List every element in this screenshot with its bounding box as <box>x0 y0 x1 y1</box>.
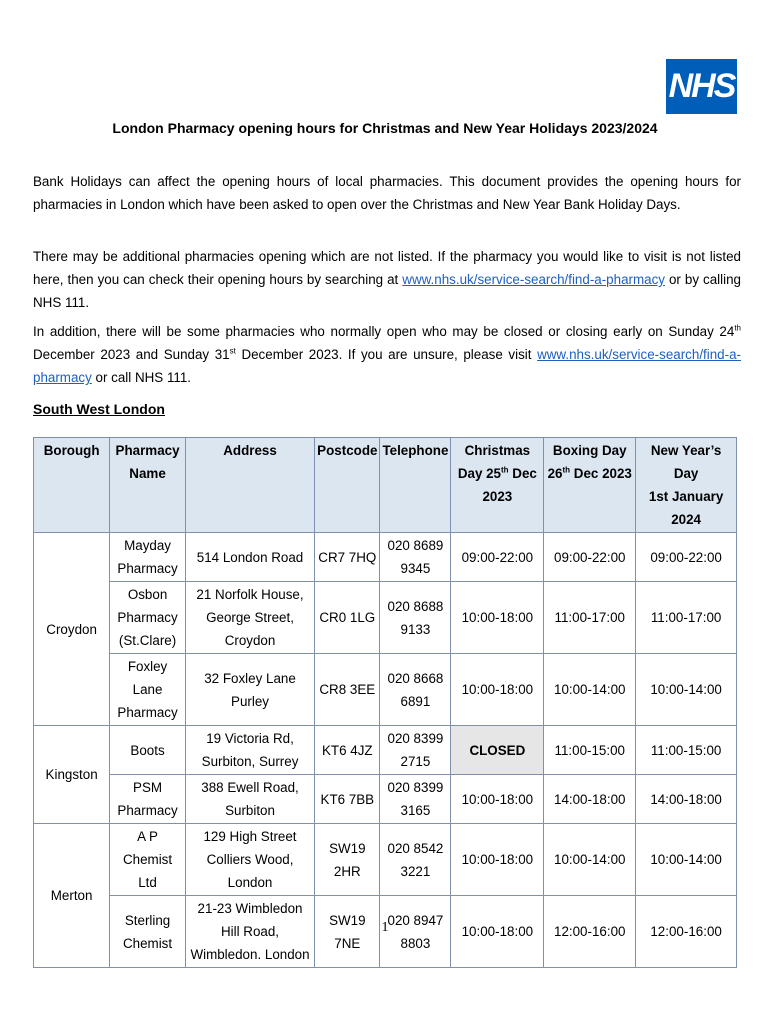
telephone-cell: 020 8689 9345 <box>380 533 451 582</box>
header-new-years-day <box>636 438 737 533</box>
newyear-hours-cell: 12:00-16:00 <box>636 896 737 968</box>
christmas-hours-cell: 10:00-18:00 <box>451 896 544 968</box>
christmas-hours-cell: 09:00-22:00 <box>451 533 544 582</box>
table-row <box>34 824 737 896</box>
borough-cell: Kingston <box>34 726 110 824</box>
header-boxing-text-2: Dec 2023 <box>570 466 632 481</box>
header-address: Address <box>185 438 314 533</box>
p3-text-c: December 2023. If you are unsure, please visit <box>235 347 538 362</box>
telephone-cell: 020 8668 6891 <box>380 654 451 726</box>
christmas-hours-cell-closed: CLOSED <box>451 726 544 775</box>
newyear-hours-cell: 09:00-22:00 <box>636 533 737 582</box>
intro-text: Bank Holidays can affect the opening hours of local pharmacies. This document provides the opening hours for pharmacies in London which have been asked to open over the Christmas and New Year Bank Holiday Days. <box>33 174 741 212</box>
p3-text-d: or call NHS 111. <box>91 370 192 385</box>
table-row <box>34 654 737 726</box>
p3-sup-th: th <box>734 323 741 333</box>
boxing-hours-cell: 10:00-14:00 <box>544 824 636 896</box>
pharmacy-table <box>33 437 737 968</box>
table-header-row <box>34 438 737 533</box>
christmas-hours-cell: 10:00-18:00 <box>451 775 544 824</box>
section-heading: South West London <box>33 401 165 417</box>
pharmacy-name-cell: Osbon Pharmacy (St.Clare) <box>110 582 186 654</box>
table-row <box>34 582 737 654</box>
header-christmas-text-2: Dec 2023 <box>482 466 537 504</box>
p2-text-after: or by calling NHS 111. <box>33 272 741 310</box>
pharmacy-name-cell: PSM Pharmacy <box>110 775 186 824</box>
p3-sup-st: st <box>229 346 236 356</box>
boxing-hours-cell: 10:00-14:00 <box>544 654 636 726</box>
postcode-cell: SW19 2HR <box>315 824 380 896</box>
address-cell: 388 Ewell Road, Surbiton <box>185 775 314 824</box>
pharmacy-name-cell: Sterling Chemist <box>110 896 186 968</box>
header-boxing-sup: th <box>562 465 571 475</box>
intro-paragraph <box>33 170 741 216</box>
telephone-cell: 020 8542 3221 <box>380 824 451 896</box>
telephone-cell: 020 8947 8803 <box>380 896 451 968</box>
header-boxing-text: Boxing Day 26 <box>547 443 627 481</box>
postcode-cell: CR0 1LG <box>315 582 380 654</box>
header-newyear-text-2: 1st January 2024 <box>648 489 724 527</box>
header-christmas-sup: th <box>501 465 509 475</box>
find-pharmacy-link[interactable]: www.nhs.uk/service-search/find-a-pharmacy <box>402 272 665 287</box>
telephone-cell: 020 8688 9133 <box>380 582 451 654</box>
address-cell: 129 High Street Colliers Wood, London <box>185 824 314 896</box>
address-cell: 32 Foxley Lane Purley <box>185 654 314 726</box>
christmas-hours-cell: 10:00-18:00 <box>451 654 544 726</box>
header-borough: Borough <box>34 438 110 533</box>
p3-text-b: December 2023 and Sunday 31 <box>33 347 230 362</box>
boxing-hours-cell: 11:00-15:00 <box>544 726 636 775</box>
nhs-logo <box>666 59 737 114</box>
additional-pharmacies-paragraph <box>33 245 741 314</box>
pharmacy-name-cell: Foxley Lane Pharmacy <box>110 654 186 726</box>
newyear-hours-cell: 14:00-18:00 <box>636 775 737 824</box>
borough-cell: Merton <box>34 824 110 968</box>
header-christmas-text: Christmas Day 25 <box>457 443 531 481</box>
newyear-hours-cell: 11:00-17:00 <box>636 582 737 654</box>
postcode-cell: CR8 3EE <box>315 654 380 726</box>
newyear-hours-cell: 10:00-14:00 <box>636 654 737 726</box>
pharmacy-name-cell: Boots <box>110 726 186 775</box>
telephone-cell: 020 8399 2715 <box>380 726 451 775</box>
table-row <box>34 726 737 775</box>
closures-paragraph <box>33 320 741 389</box>
address-cell: 19 Victoria Rd, Surbiton, Surrey <box>185 726 314 775</box>
postcode-cell: CR7 7HQ <box>315 533 380 582</box>
header-postcode: Postcode <box>315 438 380 533</box>
newyear-hours-cell: 11:00-15:00 <box>636 726 737 775</box>
header-newyear-text: New Year’s Day <box>650 443 722 481</box>
header-telephone: Telephone <box>380 438 451 533</box>
find-pharmacy-link-2[interactable]: www.nhs.uk/service-search/find-a-pharmacy <box>33 347 741 385</box>
header-boxing-day <box>544 438 636 533</box>
postcode-cell: KT6 4JZ <box>315 726 380 775</box>
table-row <box>34 775 737 824</box>
address-cell: 21-23 Wimbledon Hill Road, Wimbledon. London <box>185 896 314 968</box>
postcode-cell: SW19 7NE <box>315 896 380 968</box>
boxing-hours-cell: 12:00-16:00 <box>544 896 636 968</box>
christmas-hours-cell: 10:00-18:00 <box>451 824 544 896</box>
address-cell: 514 London Road <box>185 533 314 582</box>
christmas-hours-cell: 10:00-18:00 <box>451 582 544 654</box>
boxing-hours-cell: 14:00-18:00 <box>544 775 636 824</box>
table-row <box>34 533 737 582</box>
nhs-logo-text: NHS <box>668 67 735 105</box>
boxing-hours-cell: 11:00-17:00 <box>544 582 636 654</box>
p3-text-a: In addition, there will be some pharmacies who normally open who may be closed or closing early on Sunday 24 <box>33 324 735 339</box>
page-number: 1 <box>381 920 389 935</box>
pharmacy-name-cell: A P Chemist Ltd <box>110 824 186 896</box>
newyear-hours-cell: 10:00-14:00 <box>636 824 737 896</box>
borough-cell: Croydon <box>34 533 110 726</box>
postcode-cell: KT6 7BB <box>315 775 380 824</box>
pharmacy-name-cell: Mayday Pharmacy <box>110 533 186 582</box>
p2-text-before: There may be additional pharmacies opening which are not listed. If the pharmacy you would like to visit is not listed here, then you can check their opening hours by searching at <box>33 249 741 287</box>
header-pharmacy-name: Pharmacy Name <box>110 438 186 533</box>
document-title: London Pharmacy opening hours for Christmas and New Year Holidays 2023/2024 <box>112 120 658 136</box>
telephone-cell: 020 8399 3165 <box>380 775 451 824</box>
boxing-hours-cell: 09:00-22:00 <box>544 533 636 582</box>
address-cell: 21 Norfolk House, George Street, Croydon <box>185 582 314 654</box>
header-christmas-day <box>451 438 544 533</box>
